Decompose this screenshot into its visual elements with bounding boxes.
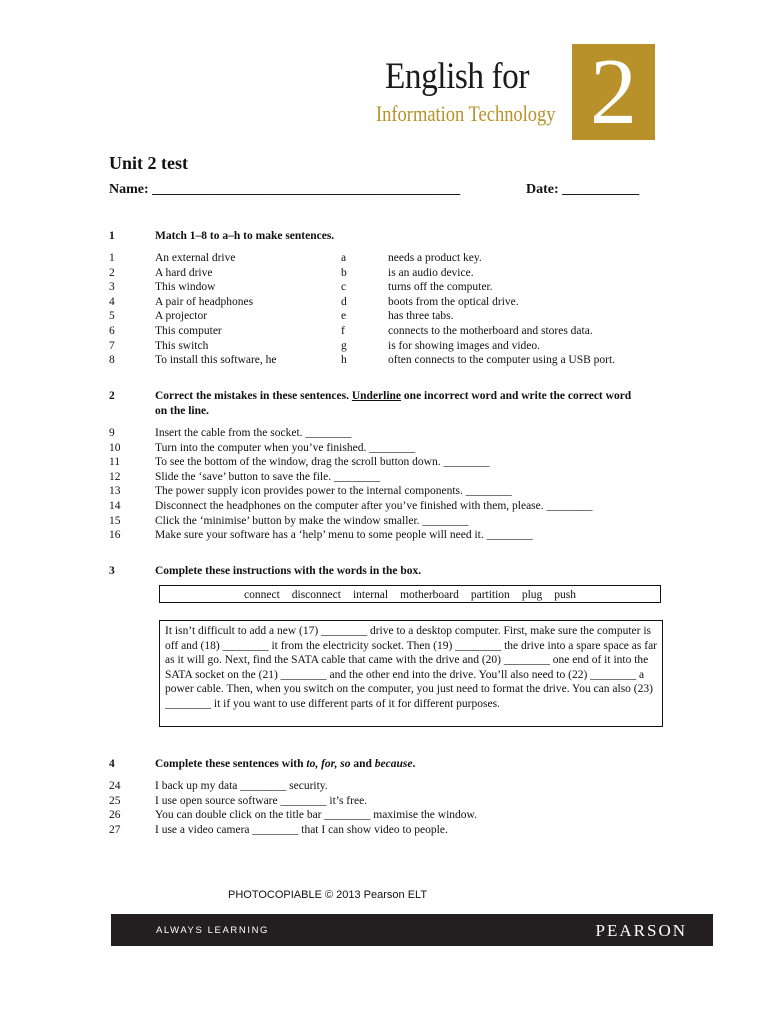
name-label: Name: xyxy=(109,182,149,197)
section-3-number: 3 xyxy=(109,565,115,577)
section-4-heading-text: Complete these sentences with xyxy=(155,758,307,770)
item-letter: g xyxy=(341,339,347,352)
item-text: Turn into the computer when you’ve finished. ________ xyxy=(155,441,416,454)
gap-fill-passage: It isn’t difficult to add a new (17) ________ drive to a desktop computer. First, make sure the computer is off and (18) ________ it from the electricity socket. Then (19) ________ the drive into a spare space as far as it will go. Next, find the SATA cable that came with the drive and (20) ________ one end of it into the SATA socket on the (21) ________ and the other end into the drive. You’ll also need to (22) ________ a power cable. Then, when you switch on the computer, you just need to format the drive. You can also (23) ________ it if you want to use different parts of it for different purposes. xyxy=(159,620,663,727)
item-match: connects to the motherboard and stores data. xyxy=(388,324,593,337)
pearson-logo: PEARSON xyxy=(595,921,687,940)
word-box-item: internal xyxy=(352,589,389,601)
unit-number-badge: 2 xyxy=(572,44,655,140)
section-4-heading-and: and xyxy=(350,758,375,770)
item-text: I use a video camera ________ that I can show video to people. xyxy=(155,823,448,836)
word-box-item: partition xyxy=(470,589,510,601)
item-number: 13 xyxy=(109,485,121,498)
item-text: I use open source software ________ it’s free. xyxy=(155,794,368,807)
item-text: To see the bottom of the window, drag the scroll button down. ________ xyxy=(155,456,490,469)
item-text: Make sure your software has a ‘help’ menu to some people will need it. ________ xyxy=(155,529,533,542)
item-number: 15 xyxy=(109,514,121,527)
word-box-item: motherboard xyxy=(400,589,459,601)
item-text: A hard drive xyxy=(155,266,213,279)
item-number: 14 xyxy=(109,499,121,512)
section-4-number: 4 xyxy=(109,758,115,770)
section-2-number: 2 xyxy=(109,390,115,402)
item-number: 4 xyxy=(109,295,115,308)
name-field xyxy=(109,183,460,197)
item-number: 3 xyxy=(109,281,115,294)
test-title: Unit 2 test xyxy=(109,153,188,173)
item-number: 8 xyxy=(109,354,115,367)
item-match: turns off the computer. xyxy=(388,281,493,294)
item-text: You can double click on the title bar ________ maximise the window. xyxy=(155,809,477,822)
item-number: 26 xyxy=(109,809,121,822)
word-box-item: connect xyxy=(244,589,280,601)
section-1-heading: Match 1–8 to a–h to make sentences. xyxy=(155,230,335,242)
section-1-number: 1 xyxy=(109,230,115,242)
item-letter: a xyxy=(341,252,347,264)
item-text: A projector xyxy=(155,310,208,323)
footer-bar xyxy=(111,914,713,946)
item-number: 24 xyxy=(109,780,121,792)
word-box xyxy=(159,585,661,603)
section-2-heading xyxy=(155,389,635,419)
section-4-heading-words: to, for, so xyxy=(306,758,351,770)
word-box-item: push xyxy=(554,589,576,601)
item-number: 10 xyxy=(109,441,121,454)
item-letter: e xyxy=(341,310,347,323)
item-match: boots from the optical drive. xyxy=(388,295,519,308)
item-number: 1 xyxy=(109,252,115,264)
date-field xyxy=(526,183,639,197)
item-text: Click the ‘minimise’ button by make the window smaller. ________ xyxy=(155,514,469,527)
item-text: An external drive xyxy=(155,252,236,264)
item-text: I back up my data ________ security. xyxy=(155,780,328,792)
item-number: 27 xyxy=(109,823,121,836)
item-match: is an audio device. xyxy=(388,266,474,279)
item-match: has three tabs. xyxy=(388,310,454,323)
section-3-heading: Complete these instructions with the words in the box. xyxy=(155,565,422,577)
item-number: 12 xyxy=(109,470,121,483)
item-text: Slide the ‘save’ button to save the file. ________ xyxy=(155,470,380,483)
word-box-item: disconnect xyxy=(291,589,341,601)
section-2-heading-rest: one incorrect word and write the correct word on the line. xyxy=(155,390,632,417)
word-box-item: plug xyxy=(521,589,543,601)
item-text: Insert the cable from the socket. ________ xyxy=(155,427,352,439)
item-match: is for showing images and video. xyxy=(388,339,541,352)
item-number: 16 xyxy=(109,529,121,542)
item-text: The power supply icon provides power to the internal components. ________ xyxy=(155,485,512,498)
item-text: This computer xyxy=(155,324,222,337)
item-number: 7 xyxy=(109,339,115,352)
item-letter: f xyxy=(341,324,345,337)
item-number: 6 xyxy=(109,324,115,337)
item-match: often connects to the computer using a USB port. xyxy=(388,354,616,367)
item-number: 25 xyxy=(109,794,121,807)
date-label: Date: xyxy=(526,182,559,197)
item-number: 2 xyxy=(109,266,115,279)
item-text: This window xyxy=(155,281,216,294)
item-letter: d xyxy=(341,295,347,308)
item-text: A pair of headphones xyxy=(155,295,254,308)
item-letter: c xyxy=(341,281,347,294)
item-text: This switch xyxy=(155,339,209,352)
footer-tagline: ALWAYS LEARNING xyxy=(156,925,270,936)
book-subtitle: Information Technology xyxy=(376,101,556,126)
item-text: To install this software, he xyxy=(155,354,277,367)
name-blank: ____________________________________________ xyxy=(152,182,461,197)
item-text: Disconnect the headphones on the computer after you’ve finished with them, please. ________ xyxy=(155,499,593,512)
item-number: 5 xyxy=(109,310,115,323)
section-4-heading-end: . xyxy=(412,758,416,770)
section-2-heading-text: Correct the mistakes in these sentences. xyxy=(155,390,352,402)
book-title: English for xyxy=(385,56,529,97)
item-number: 11 xyxy=(109,456,121,469)
item-number: 9 xyxy=(109,427,115,439)
section-4-heading xyxy=(155,757,635,772)
item-letter: b xyxy=(341,266,347,279)
section-4-heading-because: because xyxy=(374,758,413,770)
date-blank: ___________ xyxy=(562,182,640,197)
section-2-heading-underline: Underline xyxy=(351,390,402,402)
item-letter: h xyxy=(341,354,347,367)
item-match: needs a product key. xyxy=(388,252,482,264)
copyright-notice: PHOTOCOPIABLE © 2013 Pearson ELT xyxy=(228,889,428,901)
